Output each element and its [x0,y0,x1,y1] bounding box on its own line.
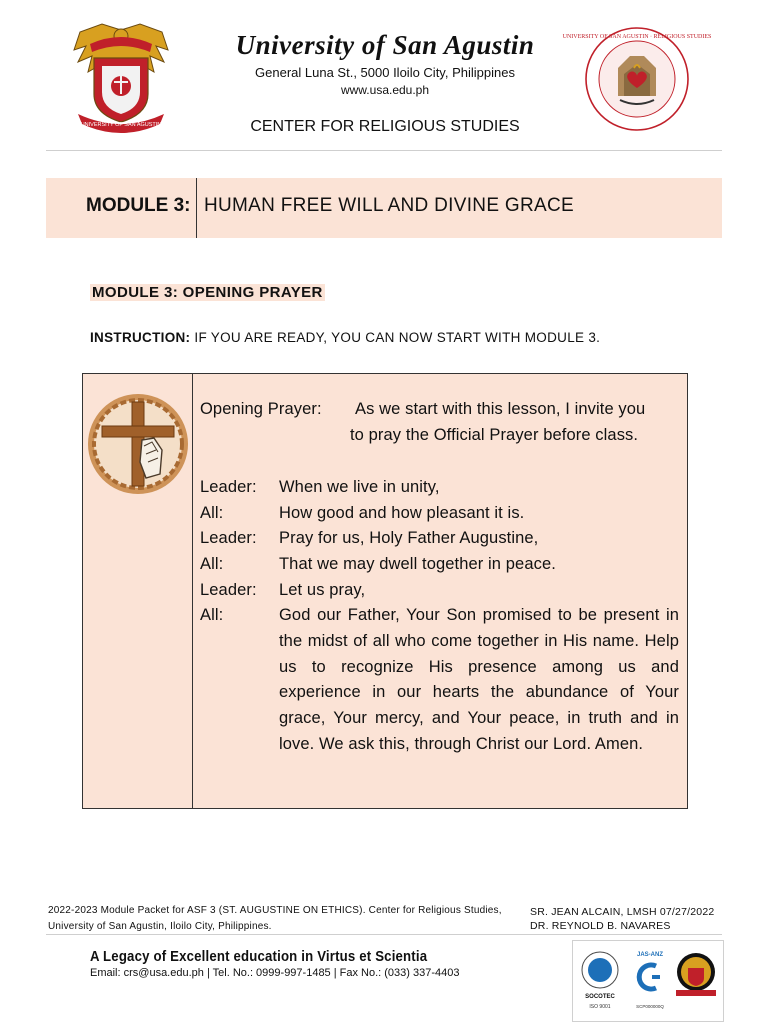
praying-hands-cross-icon [84,390,194,498]
prayer-text: God our Father, Your Son promised to be present in the midst of all who come together in His name. Help us to recognize His presence among us and experience in our hearts the abundance of Your grace, Your mercy, and Your peace, in truth and in love. We ask this, through Christ our Lord. Amen. [279,606,679,753]
header-divider [46,150,722,151]
seal-left-caption: UNIVERSITY OF SAN AGUSTIN [80,122,162,128]
prayer-text: When we live in unity, [279,478,440,496]
university-seal-icon [72,22,170,132]
footer-contact: Email: crs@usa.edu.ph | Tel. No.: 0999-997-1485 | Fax No.: (033) 337-4403 [90,967,460,979]
instruction-label: INSTRUCTION: [90,330,191,345]
cert-iso-label: ISO 9001 [589,1004,611,1010]
prayer-speaker: Leader: [200,478,257,496]
instruction-text: IF YOU ARE READY, YOU CAN NOW START WITH MODULE 3. [190,330,601,345]
prayer-text: Pray for us, Holy Father Augustine, [279,529,539,547]
footer-citation: 2022-2023 Module Packet for ASF 3 (ST. AUGUSTINE ON ETHICS). Center for Religious Studies, University of San Agustin, Iloilo City, Philippines. [48,905,502,932]
footer-authors [530,905,714,933]
footer-author-1: SR. JEAN ALCAIN, LMSH 07/27/2022 [530,906,715,918]
banner-separator [196,178,197,238]
prayer-text: Let us pray, [279,581,366,599]
religious-studies-seal-icon [562,26,712,132]
university-address: General Luna St., 5000 Iloilo City, Philippines [255,65,515,80]
prayer-speaker: Leader: [200,581,257,599]
section-heading: MODULE 3: OPENING PRAYER [92,284,323,301]
prayer-speaker: All: [200,606,224,624]
footer-divider [46,934,722,935]
module-label: MODULE 3: [86,195,191,216]
cert-socotec-label: SOCOTEC [585,994,615,1000]
cert-jasanz-label: JAS-ANZ [636,952,664,958]
prayer-speaker: Leader: [200,529,257,547]
university-name: University of San Agustin [235,30,535,60]
university-website[interactable]: www.usa.edu.ph [340,83,430,97]
prayer-text: How good and how pleasant it is. [279,504,525,522]
cert-code-label: SCP000000Q [636,1004,664,1009]
prayer-intro-line1: As we start with this lesson, I invite you [355,400,646,418]
prayer-intro-line2: to pray the Official Prayer before class. [350,426,639,444]
footer-legacy: A Legacy of Excellent education in Virtus et Scientia [90,948,428,965]
certification-badges-icon [576,944,718,1018]
instruction [90,330,600,345]
center-name: CENTER FOR RELIGIOUS STUDIES [250,118,520,135]
prayer-text: That we may dwell together in peace. [279,555,556,573]
footer-author-2: DR. REYNOLD B. NAVARES [530,920,671,932]
prayer-speaker: All: [200,504,224,522]
prayer-speaker: All: [200,555,224,573]
seal-right-caption: UNIVERSITY OF SAN AGUSTIN · RELIGIOUS STUDIES [562,34,712,40]
module-title: HUMAN FREE WILL AND DIVINE GRACE [204,195,574,216]
prayer-intro-label: Opening Prayer: [200,400,322,418]
